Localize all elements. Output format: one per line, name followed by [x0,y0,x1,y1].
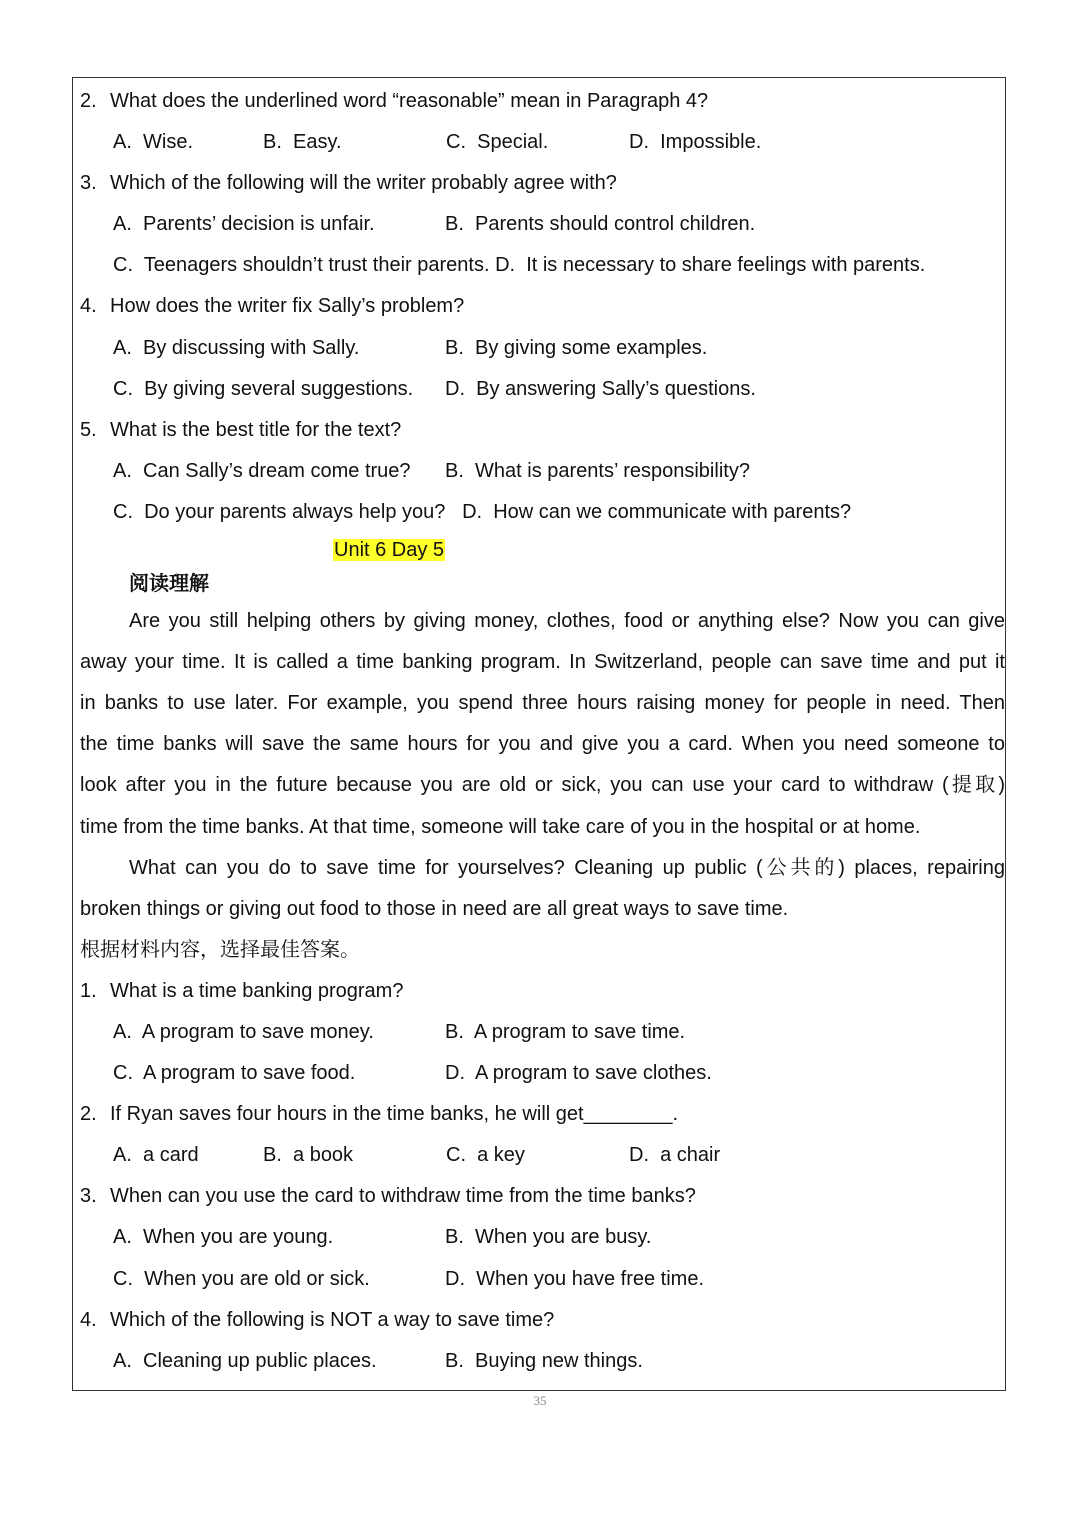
question-number: 4. [80,1308,97,1331]
question-number: 2. [80,90,97,112]
option-b: B. Parents should control children. [445,213,756,236]
question-number: 1. [80,979,97,1002]
passage-line: the time banks will save the same hours for you and give you a card. When you need someone to [80,733,1005,756]
section-heading: 阅读理解 [129,573,209,596]
question-text: When can you use the card to withdraw time from the time banks? [110,1185,696,1208]
option-b: B. When you are busy. [445,1226,652,1249]
question-3 [80,1176,1005,1299]
question-text: Which of the following will the writer probably agree with? [110,172,617,195]
question-1 [80,971,1005,1094]
option-c: C. a key [446,1144,525,1167]
passage-line: What can you do to save time for yourselves? Cleaning up public (公共的) places, repairing [129,856,1005,879]
option-b: B. a book [263,1144,354,1167]
option-a: A. Parents’ decision is unfair. [113,213,375,236]
passage-paragraph-1 [80,601,1005,848]
unit-title-row [80,533,1005,567]
option-d: D. a chair [629,1144,721,1167]
question-number: 2. [80,1103,97,1126]
question-number: 5. [80,418,97,441]
passage-line: broken things or giving out food to those in need are all great ways to save time. [80,897,789,920]
question-text: What does the underlined word “reasonable” mean in Paragraph 4? [110,90,709,112]
passage-line: look after you in the future because you are old or sick, you can use your card to withdraw (提取) [80,774,1005,797]
option-a: A. Can Sally’s dream come true? [113,459,411,482]
question-number: 3. [80,1185,97,1208]
option-d: D. How can we communicate with parents? [462,500,852,523]
question-text: If Ryan saves four hours in the time banks, he will get________. [110,1103,679,1126]
instruction: 根据材料内容，选择最佳答案。 [80,938,360,961]
option-d: D. When you have free time. [445,1267,705,1290]
question-number: 4. [80,295,97,318]
option-c: C. Special. [446,131,549,154]
question-text: What is the best title for the text? [110,418,402,441]
option-a: A. A program to save money. [113,1020,374,1043]
option-a: A. a card [113,1144,199,1167]
prev-question-2 [80,81,1005,163]
question-text: How does the writer fix Sally’s problem? [110,295,465,318]
option-c: C. Do your parents always help you? [113,500,446,523]
prev-question-4 [80,286,1005,409]
option-d: D. It is necessary to share feelings with parents. [495,254,926,277]
question-4 [80,1300,1005,1382]
option-c: C. Teenagers shouldn’t trust their parents. [113,254,490,277]
worksheet-content [80,81,1005,1382]
passage-paragraph-2 [80,848,1005,930]
option-a: A. When you are young. [113,1226,334,1249]
question-text: What is a time banking program? [110,979,404,1002]
option-c: C. When you are old or sick. [113,1267,370,1290]
question-text: Which of the following is NOT a way to save time? [110,1308,555,1331]
option-d: D. Impossible. [629,131,762,154]
option-b: B. Easy. [263,131,342,154]
option-a: A. By discussing with Sally. [113,336,360,359]
option-b: B. What is parents’ responsibility? [445,459,750,482]
option-c: C. A program to save food. [113,1062,356,1085]
passage-line: away your time. It is called a time banking program. In Switzerland, people can save time and put it [80,651,1005,674]
passage-line: in banks to use later. For example, you spend three hours raising money for people in need. Then [80,692,1005,715]
prev-question-5 [80,410,1005,533]
option-b: B. By giving some examples. [445,336,708,359]
option-b: B. A program to save time. [445,1020,686,1043]
option-d: D. A program to save clothes. [445,1062,712,1085]
page-number: 35 [533,1393,547,1408]
passage-line: time from the time banks. At that time, someone will take care of you in the hospital or at home. [80,815,921,838]
option-c: C. By giving several suggestions. [113,377,414,400]
prev-question-3 [80,163,1005,286]
option-a: A. Wise. [113,131,194,154]
question-number: 3. [80,172,97,195]
unit-title: Unit 6 Day 5 [334,539,445,562]
question-2 [80,1094,1005,1176]
passage-line: Are you still helping others by giving money, clothes, food or anything else? Now you can give [129,610,1005,633]
option-b: B. Buying new things. [445,1349,643,1372]
option-d: D. By answering Sally’s questions. [445,377,756,400]
option-a: A. Cleaning up public places. [113,1349,377,1372]
